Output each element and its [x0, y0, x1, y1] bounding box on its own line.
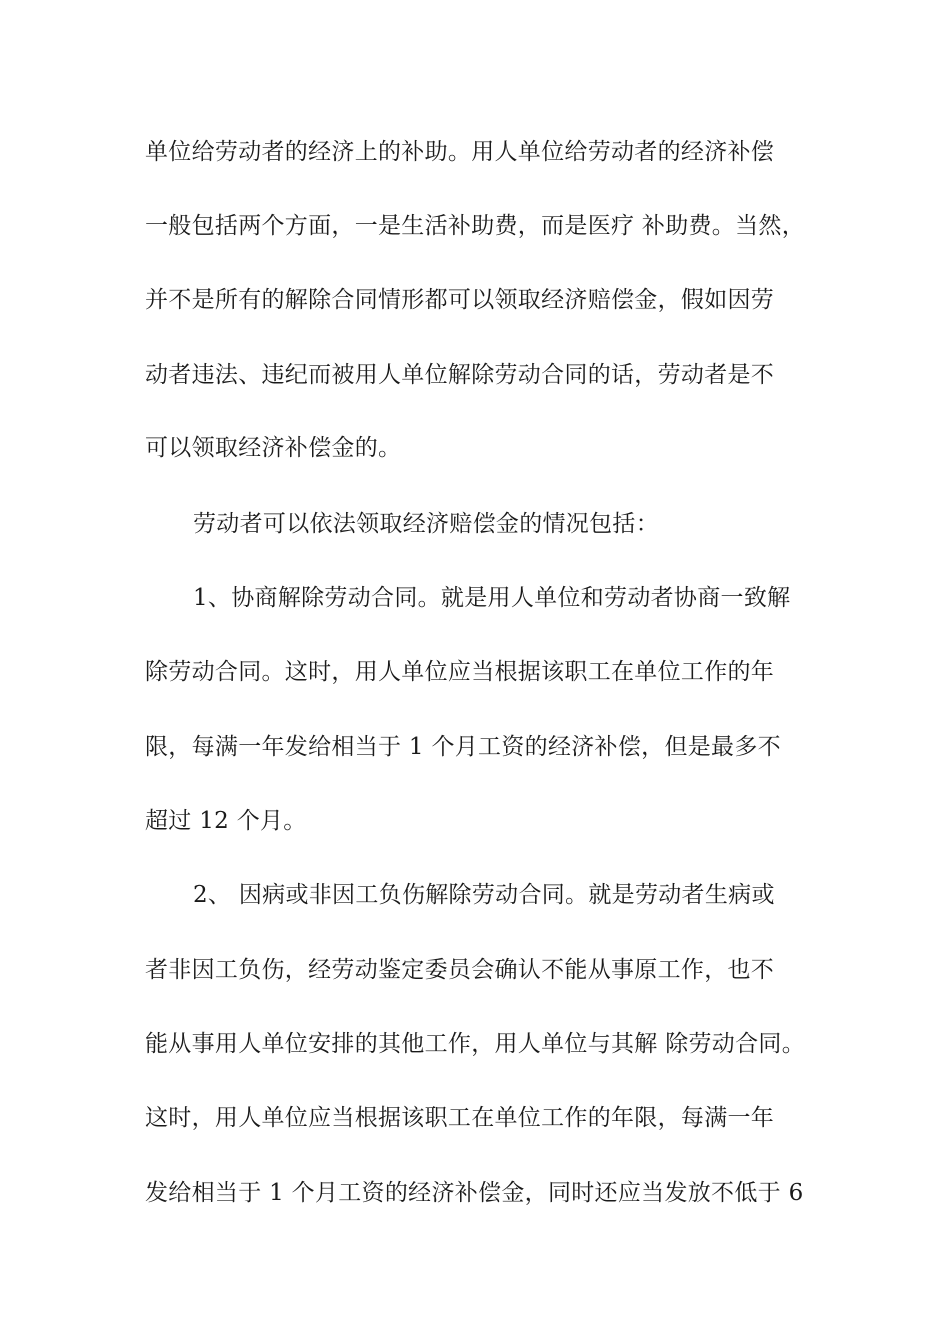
list-item-1-line: 1、协商解除劳动合同。就是用人单位和劳动者协商一致解	[193, 585, 791, 611]
text-line: 动者违法、违纪而被用人单位解除劳动合同的话，劳动者是不	[145, 362, 775, 388]
text-line: 能从事用人单位安排的其他工作，用人单位与其解 除劳动合同。	[145, 1031, 806, 1057]
text-line: 并不是所有的解除合同情形都可以领取经济赔偿金，假如因劳	[145, 287, 775, 313]
text-line: 限，每满一年发给相当于 1 个月工资的经济补偿，但是最多不	[145, 734, 781, 760]
text-line: 发给相当于 1 个月工资的经济补偿金，同时还应当发放不低于 6	[145, 1180, 804, 1206]
text-line: 者非因工负伤，经劳动鉴定委员会确认不能从事原工作，也不	[145, 957, 775, 983]
text-line: 这时，用人单位应当根据该职工在单位工作的年限，每满一年	[145, 1105, 775, 1131]
list-item-2-line: 2、 因病或非因工负伤解除劳动合同。就是劳动者生病或	[193, 882, 775, 908]
text-line: 一般包括两个方面，一是生活补助费，而是医疗 补助费。当然，	[145, 213, 806, 239]
text-line: 单位给劳动者的经济上的补助。用人单位给劳动者的经济补偿	[145, 139, 775, 165]
text-line: 可以领取经济补偿金的。	[145, 435, 402, 461]
text-line: 除劳动合同。这时，用人单位应当根据该职工在单位工作的年	[145, 659, 775, 685]
text-line: 超过 12 个月。	[145, 808, 307, 834]
paragraph-heading: 劳动者可以依法领取经济赔偿金的情况包括：	[193, 511, 659, 537]
